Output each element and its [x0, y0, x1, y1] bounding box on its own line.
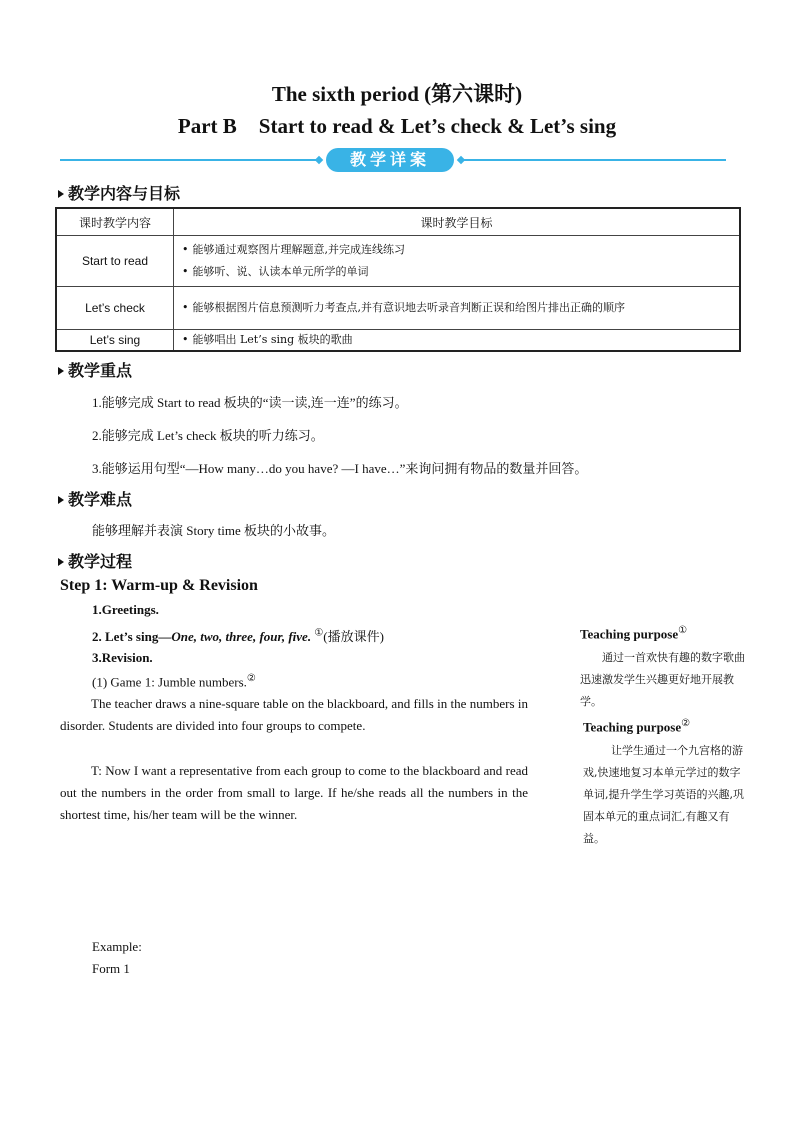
paragraph: T: Now I want a representative from each group to come to the blackboard and read out the numbers in the order from small to large. If he/she reads all the numbers in the shortest time, his/her team will be the winner. [60, 763, 528, 822]
table-header-row [56, 208, 740, 236]
banner-line-right [464, 159, 726, 161]
goal-item: • 能够根据图片信息预测听力考查点,并有意识地去听录音判断正误和给图片排出正确的顺序 [182, 298, 731, 318]
page-title: The sixth period (第六课时) [271, 82, 523, 106]
example-label: Example: [92, 939, 142, 954]
objectives-table [55, 207, 741, 352]
sing-note: (播放课件) [323, 629, 384, 644]
side-note-heading-text: Teaching purpose [583, 719, 682, 735]
side-note-text: 让学生通过一个九宫格的游戏,快速地复习本单元学过的数字单词,提升学生学习英语的兴趣,巩固本单元的重点词汇,有趣又有益。 [583, 744, 744, 845]
part-label: Part B [177, 114, 237, 138]
key-point-item: 1.能够完成 Start to read 板块的“读一读,连一连”的练习。 [92, 395, 408, 410]
section-heading-text: 教学内容与目标 [68, 184, 181, 203]
side-note-heading [583, 718, 690, 735]
table-row [56, 236, 740, 287]
goal-item: • 能够听、说、认读本单元所学的单词 [182, 261, 731, 283]
table-cell-content: Let’s check [56, 287, 174, 330]
table-cell-content: Start to read [56, 236, 174, 287]
step-title: Step 1: Warm-up & Revision [60, 577, 258, 594]
goal-item: • 能够通过观察图片理解题意,并完成连线练习 [182, 239, 731, 261]
table-row [56, 287, 740, 330]
step-item-revision: 3.Revision. [92, 650, 153, 665]
table-cell-goals [174, 287, 741, 330]
key-point-item: 3.能够运用句型“—How many…do you have? —I have…”来询问拥有物品的数量并回答。 [92, 461, 588, 476]
table-cell-content: Let’s sing [56, 330, 174, 352]
side-note-heading-text: Teaching purpose [580, 626, 679, 642]
triangle-bullet-icon [58, 558, 64, 566]
side-note-heading [580, 625, 687, 642]
triangle-bullet-icon [58, 367, 64, 375]
part-topics: Start to read & Let’s check & Let’s sing [258, 114, 617, 138]
paragraph: The teacher draws a nine-square table on the blackboard, and fills in the numbers in disorder. Students are divided into four groups to compete. [60, 696, 528, 733]
game-line [92, 673, 256, 690]
note-marker: ② [681, 718, 691, 729]
song-title: One, two, three, four, five. [171, 629, 312, 644]
side-note-text: 通过一首欢快有趣的数字歌曲迅速激发学生兴趣更好地开展教学。 [580, 651, 745, 708]
note-marker: ② [246, 673, 256, 684]
table-header-cell: 课时教学内容 [56, 208, 174, 236]
section-heading-process [58, 549, 132, 572]
banner-line-left [60, 159, 322, 161]
step-item-greetings: 1.Greetings. [92, 602, 159, 617]
section-heading-text: 教学难点 [68, 490, 133, 509]
goal-item: • 能够唱出 Let’s sing 板块的歌曲 [182, 331, 731, 349]
section-banner [60, 148, 726, 172]
banner-label: 教学详案 [326, 148, 454, 172]
step-item-sing [92, 626, 384, 645]
section-heading-text: 教学重点 [68, 361, 133, 380]
section-heading-text: 教学过程 [68, 552, 133, 571]
form-label: Form 1 [92, 961, 130, 976]
note-marker: ① [314, 627, 324, 639]
table-cell-goals [174, 236, 741, 287]
section-heading-key-points [58, 358, 132, 381]
triangle-bullet-icon [58, 496, 64, 504]
table-header-cell: 课时教学目标 [174, 208, 741, 236]
difficulty-text: 能够理解并表演 Story time 板块的小故事。 [92, 523, 336, 538]
table-cell-goals [174, 330, 741, 352]
section-heading-content-goals [58, 181, 180, 204]
section-heading-difficulties [58, 487, 132, 510]
triangle-bullet-icon [58, 190, 64, 198]
game-text: (1) Game 1: Jumble numbers. [92, 674, 247, 690]
key-point-item: 2.能够完成 Let’s check 板块的听力练习。 [92, 428, 324, 443]
table-row [56, 330, 740, 352]
page-subtitle [0, 114, 794, 139]
note-marker: ① [678, 625, 688, 636]
sing-label: 2. Let’s sing— [92, 629, 172, 644]
